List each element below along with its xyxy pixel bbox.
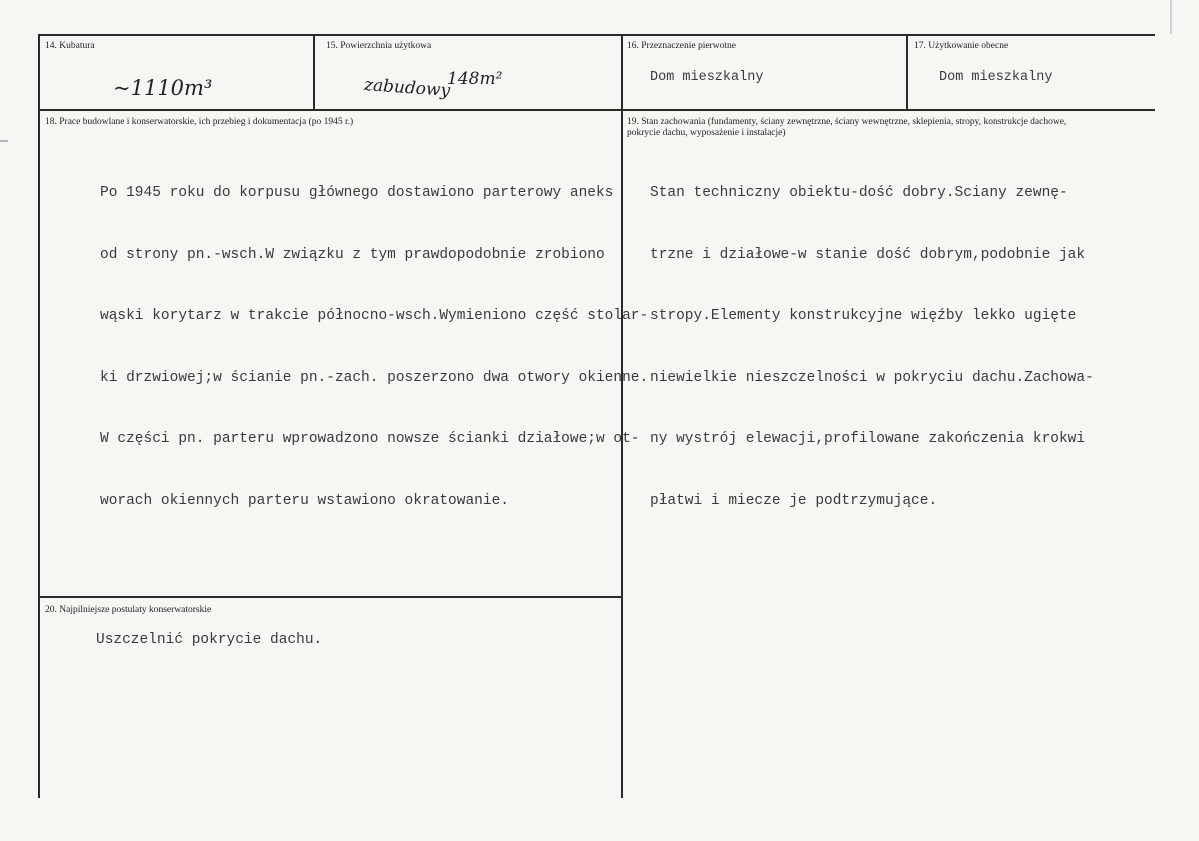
prace-text [100,147,648,548]
field-label-przeznaczenie: 16. Przeznaczenie pierwotne [627,41,736,51]
prace-line: wąski korytarz w trakcie północno-wsch.Wymieniono część stolar- [100,308,649,324]
field-label-stan-line2: pokrycie dachu, wyposażenie i instalacje) [627,128,786,138]
prace-line: W części pn. parteru wprowadzono nowsze ścianki działowe;w ot- [100,431,640,447]
stan-line: niewielkie nieszczelności w pokryciu dachu.Zachowa- [650,369,1094,386]
przeznaczenie-value: Dom mieszkalny [650,70,764,85]
field-label-postulaty: 20. Najpilniejsze postulaty konserwatorskie [45,605,212,615]
col-divider-1 [313,34,315,111]
field-label-kubatura: 14. Kubatura [45,41,95,51]
field-label-stan-line1: 19. Stan zachowania (fundamenty, ściany zewnętrzne, ściany wewnętrzne, sklepienia, stropy, konstrukcje dachowe, [627,117,1067,127]
prace-line: Po 1945 roku do korpusu głównego dostawiono parterowy aneks [100,185,614,201]
col-divider-3 [906,34,908,111]
section-divider [38,596,623,598]
prace-line: od strony pn.-wsch.W związku z tym prawdopodobnie zrobiono [100,246,605,263]
top-rule [38,34,1155,36]
stan-line: stropy.Elementy konstrukcyjne więźby lekko ugięte [650,308,1077,324]
prace-line: worach okiennych parteru wstawiono okratowanie. [100,492,509,509]
stan-text [650,147,1094,548]
postulaty-value: Uszczelnić pokrycie dachu. [96,632,323,648]
field-label-uzytkowanie: 17. Użytkowanie obecne [914,41,1009,51]
stan-line: Stan techniczny obiektu-dość dobry.Sciany zewnę- [650,185,1068,201]
stan-line: płatwi i miecze je podtrzymujące. [650,492,938,509]
field-label-powierzchnia: 15. Powierzchnia użytkowa [326,41,432,51]
stan-line: trzne i działowe-w stanie dość dobrym,podobnie jak [650,246,1086,263]
powierzchnia-value-number: 148m² [447,69,503,89]
kubatura-value: ~1110m³ [113,76,213,100]
edge-tick [0,140,8,142]
edge-line-right [1170,0,1172,34]
powierzchnia-value-word: zabudowy [363,75,451,101]
left-border [38,34,40,798]
field-label-prace: 18. Prace budowlane i konserwatorskie, ich przebieg i dokumentacja (po 1945 r.) [45,117,354,127]
uzytkowanie-value: Dom mieszkalny [939,70,1053,85]
row-divider [38,109,1155,111]
stan-line: ny wystrój elewacji,profilowane zakończenia krokwi [650,431,1086,447]
prace-line: ki drzwiowej;w ścianie pn.-zach. poszerzono dwa otwory okienne. [100,369,649,386]
